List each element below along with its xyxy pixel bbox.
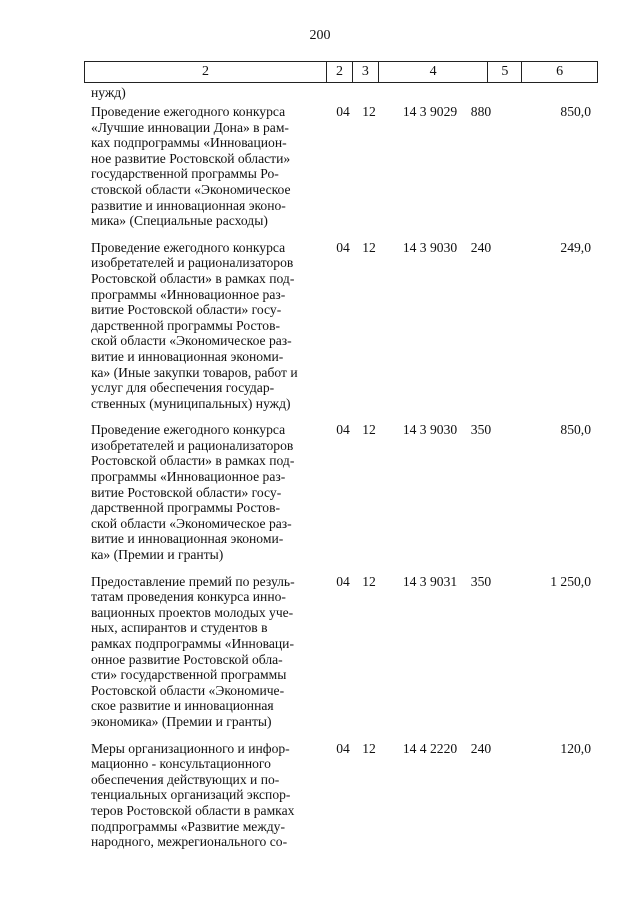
header-col-description: 2 bbox=[85, 62, 327, 82]
row-description: Меры организационного и инфор- мационно - консультационного обеспечения действующих и по- тенциальных организаций экспор- теров Ростовской области в рамках подпрограммы «Развитие между- народного, межрегионального со- bbox=[91, 740, 295, 850]
row-type: 240 bbox=[470, 239, 492, 255]
row-description: Проведение ежегодного конкурса «Лучшие инновации Дона» в рам- ках подпрограммы «Инновацион- ное развитие Ростовской области» государственной программы Ро- стовской области «Экономическое развитие и инновационная эконо- мика» (Специальные расходы) bbox=[91, 104, 291, 229]
header-col-sum: 6 bbox=[556, 64, 564, 79]
row-section: 04 bbox=[336, 239, 350, 255]
row-target: 14 3 9031 bbox=[402, 573, 458, 589]
row-subsection: 12 bbox=[362, 740, 376, 756]
row-description: Предоставление премий по резуль- татам проведения конкурса инно- вационных проектов молодых уче- ных, аспирантов и студентов в рамках подпрограммы «Инноваци- онное развитие Ростовской обла- сти» государственной программы Ростовской области «Экономиче- ское развитие и инновационная экономика» (Премии и гранты) bbox=[91, 573, 295, 729]
header-col-section: 2 bbox=[327, 62, 353, 82]
row-description: Проведение ежегодного конкурса изобретателей и рационализаторов Ростовской области» в рамках под- программы «Инновационное раз- витие Ростовской области» госу- дарственной программы Ростов- ской области «Экономическое раз- витие и инновационная экономи- ка» (Иные закупки товаров, работ и услуг для обеспечения государ- ственных (муниципальных) нужд) bbox=[91, 239, 298, 411]
header-col-target: 4 bbox=[379, 62, 489, 82]
table-row bbox=[0, 104, 640, 229]
page-number: 200 bbox=[309, 28, 331, 43]
row-subsection: 12 bbox=[362, 573, 376, 589]
table-row bbox=[0, 240, 640, 412]
row-sum: 120,0 bbox=[560, 740, 591, 756]
table-row bbox=[0, 574, 640, 730]
header-col-subsection: 3 bbox=[353, 62, 379, 82]
continuation-text: нужд) bbox=[91, 85, 126, 100]
row-target: 14 4 2220 bbox=[402, 740, 458, 756]
row-type: 240 bbox=[470, 740, 492, 756]
row-type: 350 bbox=[470, 573, 492, 589]
table-row bbox=[0, 741, 640, 850]
row-subsection: 12 bbox=[362, 104, 376, 119]
row-subsection: 12 bbox=[362, 422, 376, 438]
row-section: 04 bbox=[336, 740, 350, 756]
row-subsection: 12 bbox=[362, 239, 376, 255]
row-sum: 850,0 bbox=[560, 422, 591, 438]
table-row bbox=[0, 422, 640, 562]
row-type: 880 bbox=[470, 104, 492, 119]
row-section: 04 bbox=[336, 422, 350, 438]
header-col-type: 5 bbox=[488, 62, 522, 82]
row-sum: 249,0 bbox=[560, 239, 591, 255]
row-sum: 850,0 bbox=[560, 104, 591, 119]
row-section: 04 bbox=[336, 573, 350, 589]
table-header bbox=[84, 61, 598, 83]
row-target: 14 3 9030 bbox=[402, 239, 458, 255]
row-sum: 1 250,0 bbox=[550, 573, 591, 589]
row-target: 14 3 9029 bbox=[402, 104, 458, 119]
row-target: 14 3 9030 bbox=[402, 422, 458, 438]
table-body bbox=[0, 104, 640, 861]
row-type: 350 bbox=[470, 422, 492, 438]
row-section: 04 bbox=[336, 104, 350, 119]
row-description: Проведение ежегодного конкурса изобретателей и рационализаторов Ростовской области» в рамках под- программы «Инновационное раз- витие Ростовской области» госу- дарственной программы Ростов- ской области «Экономическое раз- витие и инновационная экономи- ка» (Премии и гранты) bbox=[91, 422, 295, 563]
